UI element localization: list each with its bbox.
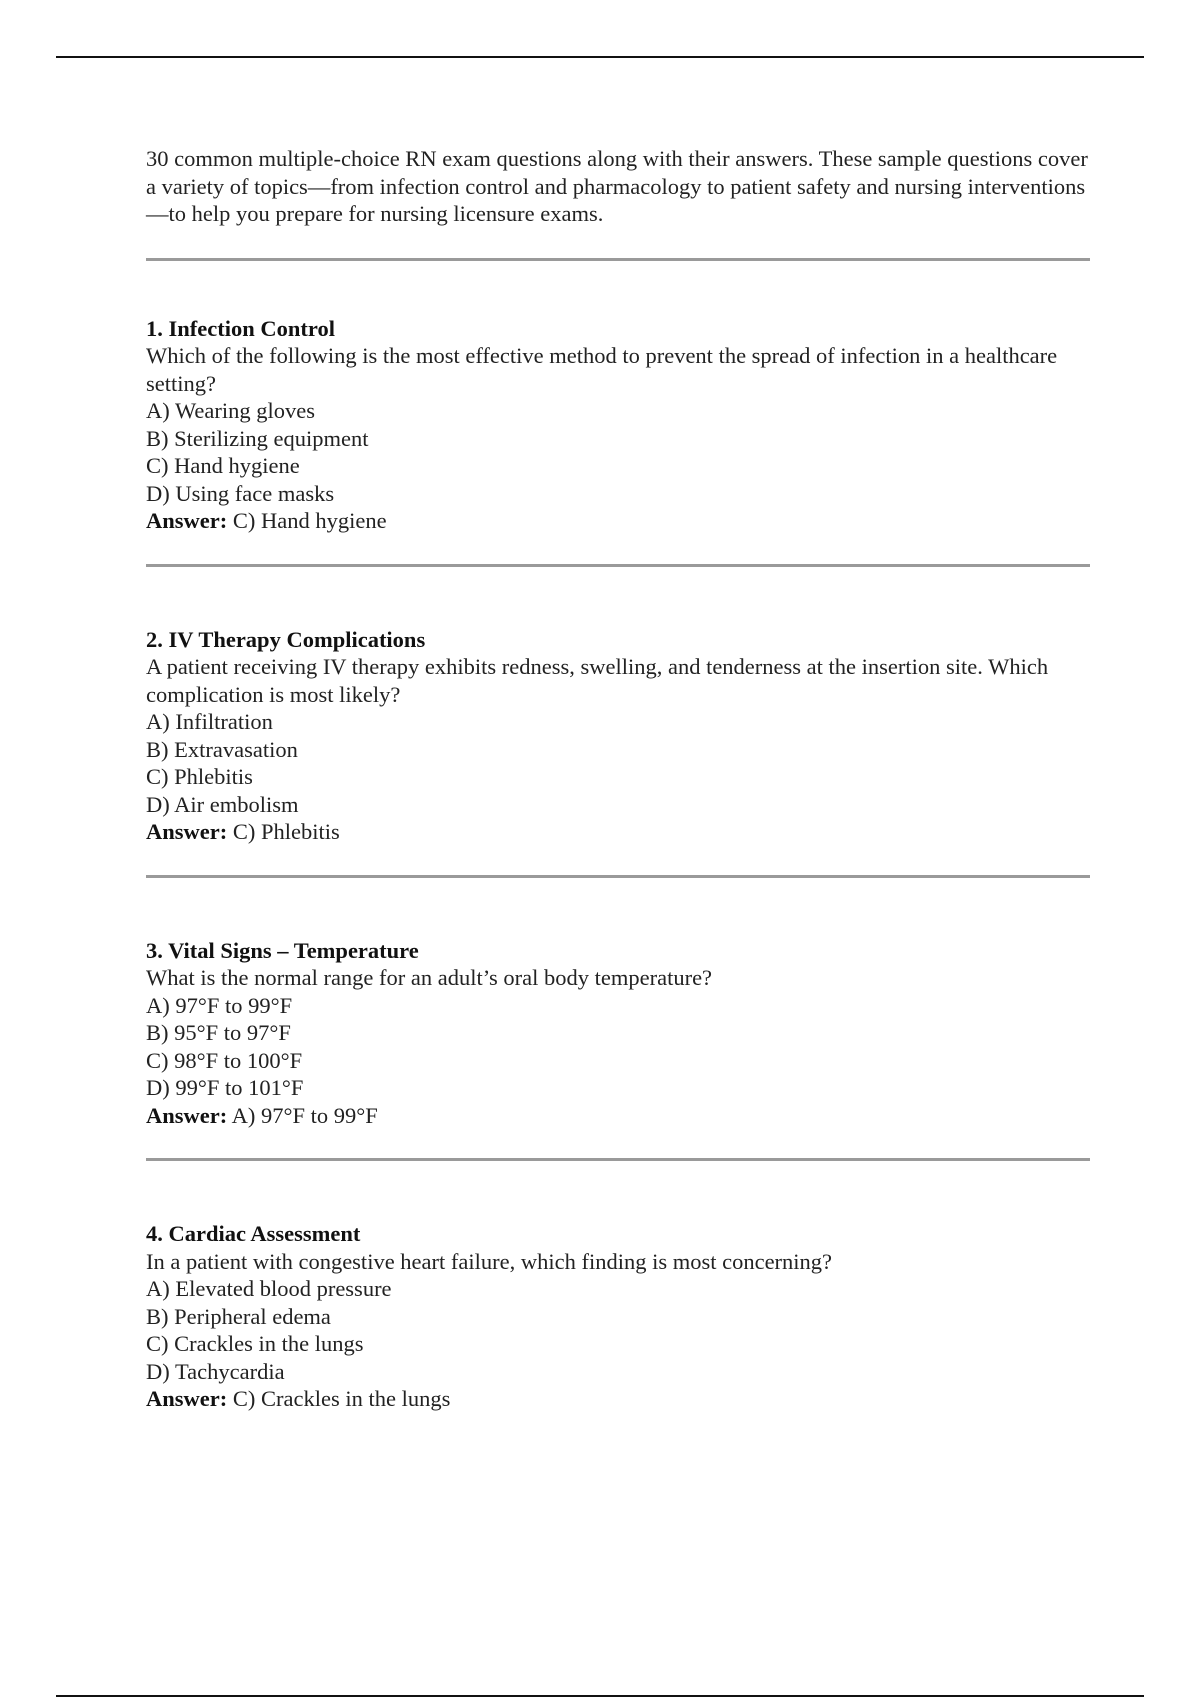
answer-line: [146, 818, 1090, 846]
option-d: D) Air embolism: [146, 791, 299, 817]
answer-value: C) Phlebitis: [232, 819, 340, 844]
option-b: B) Peripheral edema: [146, 1303, 331, 1329]
option-a: A) Wearing gloves: [146, 398, 315, 423]
option-c: C) Phlebitis: [146, 764, 253, 789]
question-text: In a patient with congestive heart failure, which finding is most concerning?: [146, 1248, 833, 1274]
question-title: 3. Vital Signs – Temperature: [146, 937, 419, 963]
question-4: [146, 1220, 1090, 1413]
option-d: D) 99°F to 101°F: [146, 1075, 304, 1100]
page-bottom-rule: [56, 1695, 1144, 1697]
question-text: What is the normal range for an adult’s oral body temperature?: [146, 965, 713, 990]
answer-value: C) Hand hygiene: [232, 508, 387, 533]
answer-line: [146, 1102, 1090, 1130]
answer-line: [146, 507, 1090, 535]
page-top-rule: [56, 56, 1144, 58]
option-a: A) Elevated blood pressure: [146, 1276, 392, 1301]
option-c: C) 98°F to 100°F: [146, 1047, 303, 1073]
option-d: D) Using face masks: [146, 480, 335, 506]
section-divider: [146, 258, 1090, 261]
answer-line: [146, 1385, 1090, 1413]
answer-label: Answer:: [146, 819, 228, 844]
option-a: A) Infiltration: [146, 709, 273, 734]
section-divider: [146, 564, 1090, 567]
option-b: B) Extravasation: [146, 736, 298, 762]
answer-label: Answer:: [146, 508, 228, 533]
option-d: D) Tachycardia: [146, 1358, 285, 1384]
question-2: [146, 626, 1090, 846]
option-c: C) Hand hygiene: [146, 453, 300, 478]
question-3: [146, 937, 1090, 1130]
question-text: A patient receiving IV therapy exhibits redness, swelling, and tenderness at the insertion site. Which complication is most likely?: [146, 654, 1049, 707]
option-b: B) 95°F to 97°F: [146, 1020, 291, 1045]
document-body: [146, 145, 1090, 1413]
question-1: [146, 315, 1090, 535]
answer-value: A) 97°F to 99°F: [231, 1102, 378, 1128]
option-c: C) Crackles in the lungs: [146, 1331, 364, 1356]
answer-value: C) Crackles in the lungs: [232, 1386, 451, 1411]
answer-label: Answer:: [146, 1386, 228, 1411]
section-divider: [146, 1158, 1090, 1161]
question-title: 4. Cardiac Assessment: [146, 1221, 361, 1246]
question-title: 2. IV Therapy Complications: [146, 626, 426, 652]
option-b: B) Sterilizing equipment: [146, 425, 369, 451]
option-a: A) 97°F to 99°F: [146, 992, 293, 1018]
answer-label: Answer:: [146, 1102, 228, 1128]
question-title: 1. Infection Control: [146, 315, 335, 341]
section-divider: [146, 875, 1090, 878]
intro-paragraph: 30 common multiple‑choice RN exam questions along with their answers. These sample questions cover a variety of topics—from infection control and pharmacology to patient safety and nursing interventions—to help you prepare for nursing licensure exams.: [146, 146, 1088, 226]
question-text: Which of the following is the most effective method to prevent the spread of infection in a healthcare setting?: [146, 343, 1058, 396]
